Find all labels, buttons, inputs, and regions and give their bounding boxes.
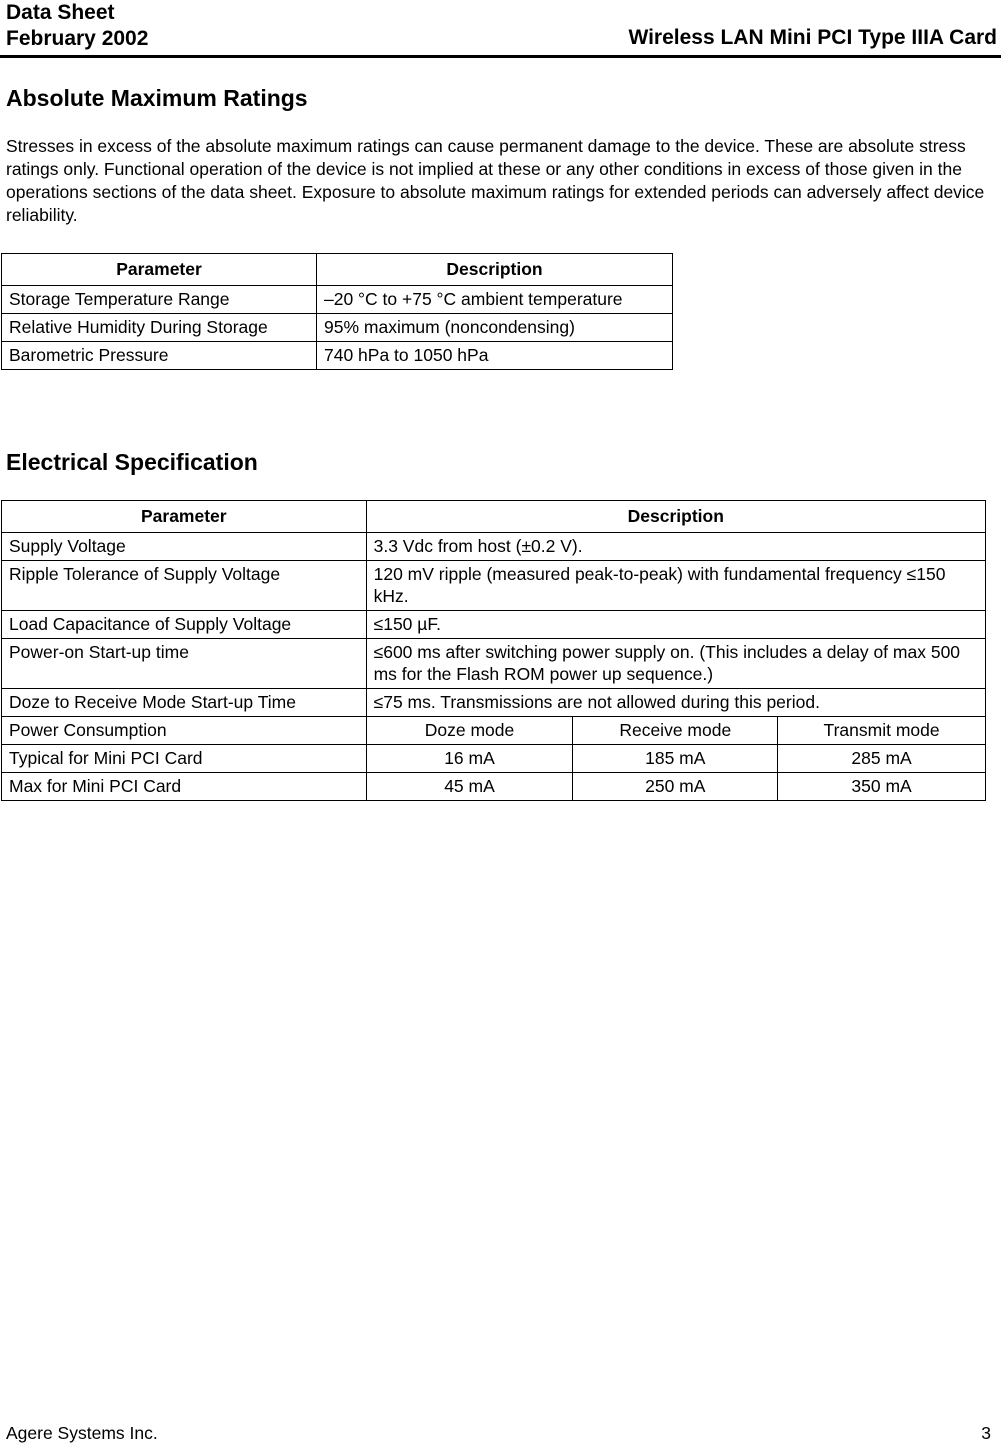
mode-cell: Transmit mode xyxy=(778,717,986,745)
parameter-cell: Supply Voltage xyxy=(2,533,367,561)
parameter-cell: Typical for Mini PCI Card xyxy=(2,745,367,773)
mode-cell: Doze mode xyxy=(366,717,573,745)
description-cell: –20 °C to +75 °C ambient temperature xyxy=(317,286,673,314)
value-cell: 185 mA xyxy=(573,745,778,773)
description-cell: 120 mV ripple (measured peak-to-peak) with fundamental frequency ≤150 kHz. xyxy=(366,561,985,611)
parameter-cell: Doze to Receive Mode Start-up Time xyxy=(2,689,367,717)
description-cell: ≤600 ms after switching power supply on. (This includes a delay of max 500 ms for the Flash ROM power up sequence.) xyxy=(366,639,985,689)
table-row xyxy=(2,639,986,689)
product-title: Wireless LAN Mini PCI Type IIIA Card xyxy=(628,26,997,49)
value-cell: 350 mA xyxy=(778,773,986,801)
table-row xyxy=(2,342,673,370)
mode-cell: Receive mode xyxy=(573,717,778,745)
parameter-cell: Power-on Start-up time xyxy=(2,639,367,689)
parameter-cell: Load Capacitance of Supply Voltage xyxy=(2,611,367,639)
description-cell: 95% maximum (noncondensing) xyxy=(317,314,673,342)
doc-type: Data Sheet xyxy=(6,1,115,24)
header-rule xyxy=(0,55,1001,58)
page-number: 3 xyxy=(981,1423,991,1443)
abs-max-heading: Absolute Maximum Ratings xyxy=(6,85,308,111)
description-cell: 3.3 Vdc from host (±0.2 V). xyxy=(366,533,985,561)
parameter-cell: Storage Temperature Range xyxy=(2,286,317,314)
electrical-table xyxy=(1,500,986,801)
table-row xyxy=(2,611,986,639)
abs-max-intro: Stresses in excess of the absolute maximum ratings can cause permanent damage to the device. These are absolute stress ratings only. Functional operation of the device is not implied at these or any other conditions in excess of those given in the operations sections of the data sheet. Exposure to absolute maximum ratings for extended periods can adversely affect device reliability. xyxy=(6,136,985,225)
parameter-cell: Barometric Pressure xyxy=(2,342,317,370)
value-cell: 16 mA xyxy=(366,745,573,773)
table-header-row xyxy=(2,501,986,533)
electrical-heading: Electrical Specification xyxy=(6,449,258,475)
value-cell: 250 mA xyxy=(573,773,778,801)
table-row xyxy=(2,533,986,561)
value-cell: 285 mA xyxy=(778,745,986,773)
doc-date: February 2002 xyxy=(6,27,149,50)
column-header: Description xyxy=(317,254,673,286)
column-header: Description xyxy=(366,501,985,533)
footer-company: Agere Systems Inc. xyxy=(6,1423,158,1443)
abs-max-table xyxy=(1,253,673,370)
power-mode-header-row xyxy=(2,717,986,745)
table-row xyxy=(2,745,986,773)
table-row xyxy=(2,773,986,801)
description-cell: 740 hPa to 1050 hPa xyxy=(317,342,673,370)
table-row xyxy=(2,314,673,342)
description-cell: ≤150 µF. xyxy=(366,611,985,639)
table-row xyxy=(2,689,986,717)
header-left xyxy=(6,0,148,52)
column-header: Parameter xyxy=(2,501,367,533)
value-cell: 45 mA xyxy=(366,773,573,801)
parameter-cell: Power Consumption xyxy=(2,717,367,745)
parameter-cell: Relative Humidity During Storage xyxy=(2,314,317,342)
parameter-cell: Ripple Tolerance of Supply Voltage xyxy=(2,561,367,611)
table-row xyxy=(2,561,986,611)
description-cell: ≤75 ms. Transmissions are not allowed during this period. xyxy=(366,689,985,717)
table-row xyxy=(2,286,673,314)
column-header: Parameter xyxy=(2,254,317,286)
parameter-cell: Max for Mini PCI Card xyxy=(2,773,367,801)
table-header-row xyxy=(2,254,673,286)
